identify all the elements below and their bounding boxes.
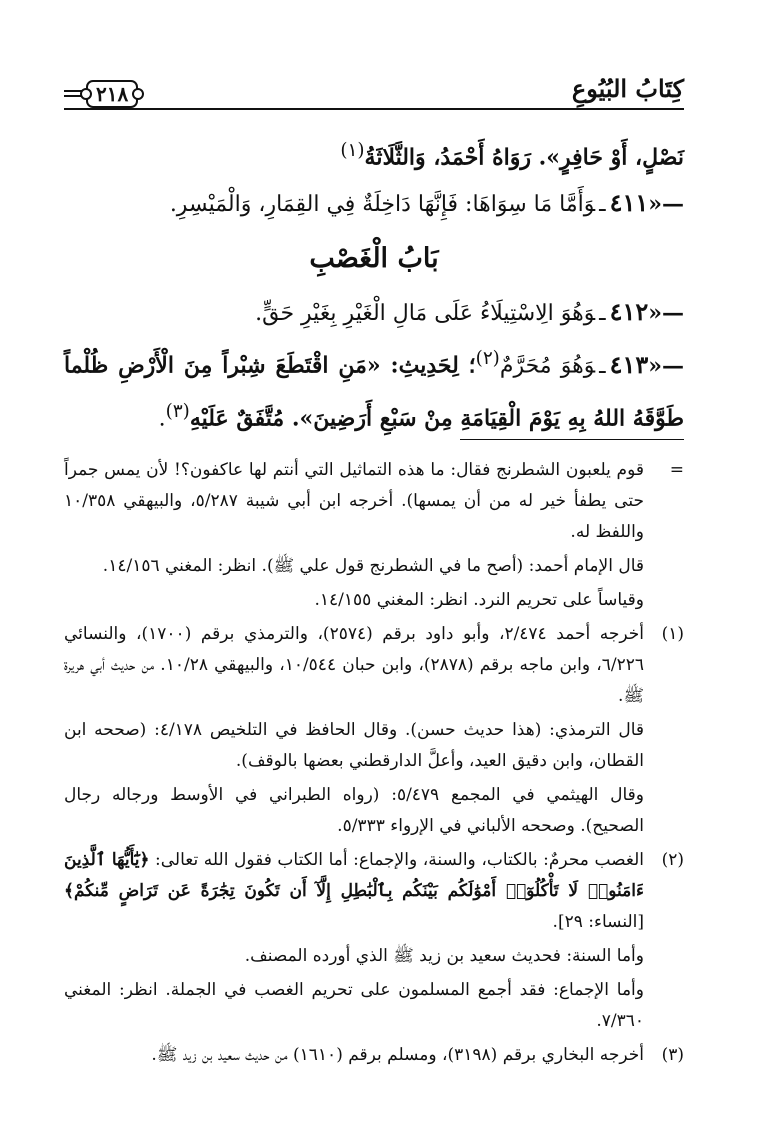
section-title: بَابُ الْغَصْبِ [309, 243, 439, 275]
page-header [64, 72, 684, 110]
continuation-line [64, 128, 684, 180]
footnote-separator [460, 439, 684, 440]
footnote-3 [64, 1040, 684, 1074]
item-412: —«٤١٢ـوَهُوَ الِاسْتِيلَاءُ عَلَى مَالِ الْغَيْرِ بِغَيْرِ حَقٍّ. [64, 289, 684, 336]
footnote-label: (٣) [661, 1045, 684, 1065]
footnote-body [64, 1040, 644, 1074]
footnote-1 [64, 619, 684, 845]
item-text: وَهُوَ الِاسْتِيلَاءُ عَلَى مَالِ الْغَيْرِ بِغَيْرِ حَقٍّ. [255, 301, 596, 327]
item-marker: —«٤١٢ [609, 297, 684, 327]
footnote-paragraph [64, 845, 644, 938]
hadith-text: ؛ لِحَدِيثِ: «مَنِ اقْتَطَعَ شِبْراً مِنَ الْأَرْضِ ظُلْماً طَوَّقَهُ اللهُ بِهِ يَوْمَ الْقِيَامَةِ مِنْ سَبْعِ أَرَضِينَ». مُتَّفَقٌ عَلَيْهِ [64, 352, 684, 431]
quran-verse: ﴿يَٰٓأَيُّهَا ٱلَّذِينَ ءَامَنُوا۟ لَا تَأْكُلُوٓا۟ أَمْوَٰلَكُم بَيْنَكُم بِٱلْبَٰطِلِ إِلَّآ أَن تَكُونَ تِجَٰرَةً عَن تَرَاضٍ مِّنكُمْ﴾ [64, 850, 644, 901]
item-number: ٤١٣ [609, 349, 649, 379]
footnote-continuation [64, 455, 684, 619]
item-411: —«٤١١ـوَأَمَّا مَا سِوَاهَا: فَإِنَّهَا دَاخِلَةٌ فِي القِمَارِ، وَالْمَيْسِرِ. [64, 180, 684, 227]
footnote-body [64, 845, 644, 1040]
footnote-body [64, 619, 644, 845]
footnote-paragraph: وقال الهيثمي في المجمع ٥/٤٧٩: (رواه الطبراني في الأوسط ورجاله رجال الصحيح). وصححه الألباني في الإرواء ٥/٣٣٣. [64, 785, 644, 836]
footnote-ref: (١) [340, 140, 365, 161]
footnote-paragraph: قوم يلعبون الشطرنج فقال: ما هذه التماثيل التي أنتم لها عاكفون؟! لأن يمس جمراً حتى يطفأ خير له من أن يمسها). أخرجه ابن أبي شيبة ٥/٢٨٧، والبيهقي ١٠/٣٥٨ واللفظ له. [64, 460, 644, 542]
footnote-paragraph: أخرجه أحمد ٢/٤٧٤، وأبو داود برقم (٢٥٧٤)، والترمذي برقم (١٧٠٠)، والنسائي ٦/٢٢٦، وابن ماجه برقم (٢٨٧٨)، وابن حبان ١٠/٥٤٤، والبيهقي ١٠/٢٨. من حديث أبي هريرة ﷺ. [64, 624, 644, 706]
footnote-ref: (٣) [165, 400, 190, 422]
main-text [64, 128, 684, 441]
page-number: ٢١٨ [86, 80, 138, 108]
footnote-paragraph: وأما الإجماع: فقد أجمع المسلمون على تحريم الغصب في الجملة. انظر: المغني ٧/٣٦٠. [64, 980, 644, 1031]
running-title: كِتَابُ البُيُوعِ [571, 74, 684, 103]
continuation-text: نَصْلٍ، أَوْ حَافِرٍ». رَوَاهُ أَحْمَدُ، وَالثَّلَاثَةُ [364, 144, 684, 171]
item-text: وَأَمَّا مَا سِوَاهَا: فَإِنَّهَا دَاخِلَةٌ فِي القِمَارِ، وَالْمَيْسِرِ. [169, 192, 596, 218]
footnote-paragraph: قال الإمام أحمد: (أصح ما في الشطرنج قول علي ﷺ). انظر: المغني ١٤/١٥٦. [102, 556, 644, 576]
footnote-ref: (٢) [475, 348, 500, 370]
item-number: ٤١٢ [609, 297, 649, 327]
footnote-label: (٢) [661, 850, 684, 870]
footnote-label: = [669, 460, 684, 480]
verse-reference: [النساء: ٢٩]. [552, 912, 644, 932]
footnote-label: (١) [661, 624, 684, 644]
footnote-2 [64, 845, 684, 1040]
item-end: . [158, 405, 166, 431]
footnote-paragraph: أخرجه البخاري برقم (٣١٩٨)، ومسلم برقم (١٦١٠) من حديث سعيد بن زيد ﷺ. [151, 1045, 644, 1065]
item-413: —«٤١٣ـوَهُوَ مُحَرَّمٌ$^{(٢)}$؛ لِحَدِيثِ: «مَنِ اقْتَطَعَ شِبْراً مِنَ الْأَرْضِ ظُلْماً طَوَّقَهُ اللهُ بِهِ يَوْمَ الْقِيَامَةِ مِنْ سَبْعِ أَرَضِينَ». مُتَّفَقٌ عَلَيْهِ$^{(٣)}$. [64, 336, 684, 441]
item-number: ٤١١ [609, 188, 649, 218]
footnote-paragraph: وقياساً على تحريم النرد. انظر: المغني ١٤/١٥٥. [314, 590, 644, 610]
footnote-body [64, 455, 644, 619]
header-divider [64, 108, 684, 110]
item-text: وَهُوَ مُحَرَّمٌ [499, 353, 596, 379]
footnotes [64, 455, 684, 1074]
item-marker: —«٤١١ [609, 188, 684, 218]
item-marker: —«٤١٣ [609, 349, 684, 379]
footnote-paragraph: وأما السنة: فحديث سعيد بن زيد ﷺ الذي أورده المصنف. [244, 946, 644, 966]
footnote-paragraph: قال الترمذي: (هذا حديث حسن). وقال الحافظ في التلخيص ٤/١٧٨: (صححه ابن القطان، وابن دقيق العيد، وأعلَّ الدارقطني بعضها بالوقف). [64, 720, 645, 771]
footnote-text: الغصب محرمٌ: بالكتاب، والسنة، والإجماع: أما الكتاب فقول الله تعالى: [149, 850, 645, 870]
